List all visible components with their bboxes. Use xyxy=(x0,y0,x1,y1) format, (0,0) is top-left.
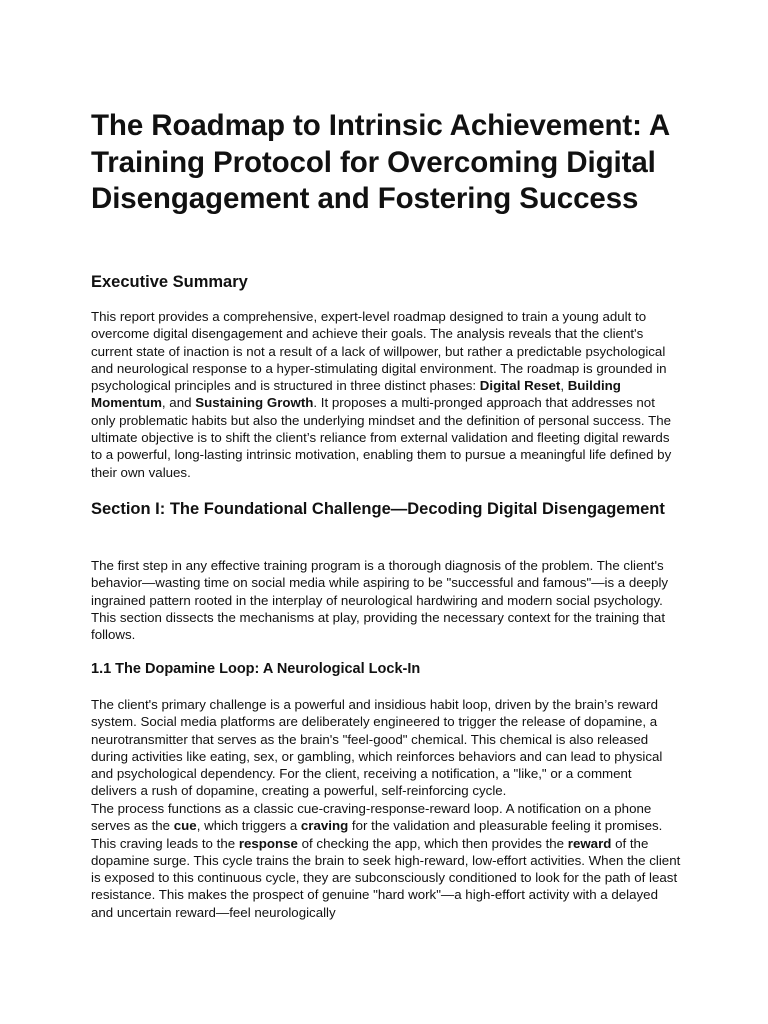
term-cue: cue xyxy=(173,818,197,834)
section-1-intro-paragraph: The first step in any effective training program is a thorough diagnosis of the problem. The client's behavior—wasting time on social media while aspiring to be "successful and famous"—is a deeply ingrained pattern rooted in the interplay of neurological hardwiring and modern social psychology. This section dissects the mechanisms at play, providing the necessary context for the training that follows. xyxy=(91,558,669,643)
dopamine-loop-paragraph-2 xyxy=(91,800,681,921)
term-response: response xyxy=(238,835,298,851)
paragraph-text: The process functions as a classic cue-craving-response-reward loop. A notification on a phone serves as the xyxy=(91,801,652,834)
phase-building-momentum: Building Momentum xyxy=(91,378,621,411)
document-title: The Roadmap to Intrinsic Achievement: A Training Protocol for Overcoming Digital Disengagement and Fostering Success xyxy=(91,109,669,215)
paragraph-text: of the dopamine surge. This cycle trains the brain to seek high-reward, low-effort activities. When the client is exposed to this continuous cycle, they are subconsciously conditioned to look for the path of least resistance. This makes the prospect of genuine "hard work"—a high-effort activity with a delayed and uncertain reward—feel neurologically xyxy=(91,835,681,920)
executive-summary-text-2: . It proposes a multi-pronged approach that addresses not only problematic habits but also the underlying mindset and the definition of personal success. The ultimate objective is to shift the client’s reliance from external validation and fleeting digital rewards to a powerful, long-lasting intrinsic motivation, enabling them to pursue a meaningful life defined by their own values. xyxy=(91,395,672,480)
subsection-1-1-heading: 1.1 The Dopamine Loop: A Neurological Lock-In xyxy=(91,661,421,677)
phase-separator: , and xyxy=(161,395,196,411)
executive-summary-text-1: This report provides a comprehensive, expert-level roadmap designed to train a young adult to overcome digital disengagement and achieve their goals. The analysis reveals that the client's current state of inaction is not a result of a lack of willpower, but rather a predictable psychological and neurological response to a hyper-stimulating digital environment. The roadmap is grounded in psychological principles and is structured in three distinct phases: xyxy=(91,309,667,394)
term-craving: craving xyxy=(300,818,349,834)
executive-summary-heading: Executive Summary xyxy=(91,273,248,291)
phase-separator: , xyxy=(560,378,568,394)
phase-digital-reset: Digital Reset xyxy=(479,378,561,394)
phase-sustaining-growth: Sustaining Growth xyxy=(195,395,314,411)
term-reward: reward xyxy=(567,835,612,851)
section-1-heading: Section I: The Foundational Challenge—Decoding Digital Disengagement xyxy=(91,500,665,518)
paragraph-text: for the validation and pleasurable feeling it promises. This craving leads to the xyxy=(91,818,663,851)
executive-summary-paragraph xyxy=(91,308,681,481)
dopamine-loop-paragraph-1: The client's primary challenge is a powerful and insidious habit loop, driven by the brain’s reward system. Social media platforms are deliberately engineered to trigger the release of dopamine, a neurotransmitter that serves as the brain's "feel-good" chemical. This chemical is also released during activities like eating, sex, or gambling, which reinforces behaviors and can lead to physical and psychological dependency. For the client, receiving a notification, a "like," or a comment delivers a rush of dopamine, creating a powerful, self-reinforcing cycle. xyxy=(91,697,663,799)
paragraph-text: of checking the app, which then provides the xyxy=(297,835,568,851)
paragraph-text: , which triggers a xyxy=(196,818,301,834)
